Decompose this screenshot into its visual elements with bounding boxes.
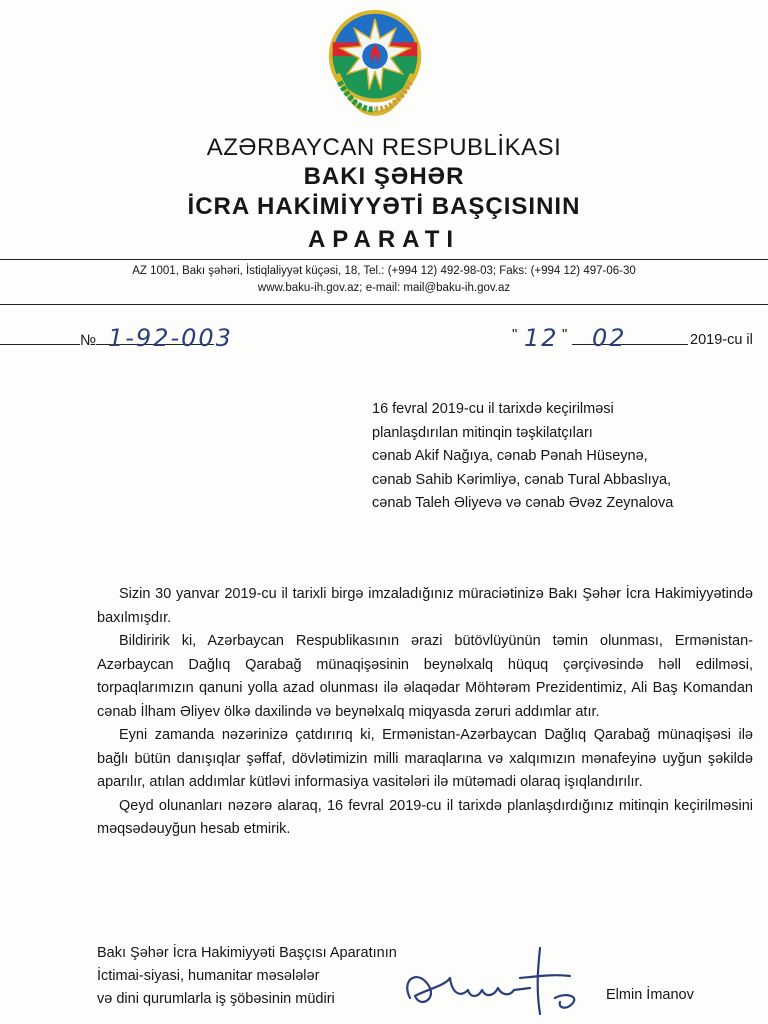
paragraph: Bildiririk ki, Azərbaycan Respublikasının ərazi bütövlüyünün təmin olunması, Ermənistan-Azərbaycan Dağlıq Qarabağ münaqişəsinin beynəlxalq hüquq çərçivəsində həll edilməsi, torpaqlarımızın qanuni yolla azad olunması ilə əlaqədar Möhtərəm Prezidentimiz, Ali Baş Komandan cənab İlham Əliyev ölkə daxilində və beynəlxalq miqyasda zəruri addımlar atır. bbox=[97, 633, 753, 720]
web-email: www.baku-ih.gov.az; e-mail: mail@baku-ih.gov.az bbox=[257, 282, 511, 294]
addressee-line: cənab Sahib Kərimliyə, cənab Tural Abbaslıya, bbox=[372, 471, 672, 488]
header-city: BAKI ŞƏHƏR bbox=[303, 163, 465, 190]
contact-block bbox=[0, 263, 768, 297]
paragraph: Qeyd olunanları nəzərə alaraq, 16 fevral 2019-cu il tarixdə planlaşdırdığınız mitinqin keçirilməsini məqsədəuyğun hesab etmirik. bbox=[97, 797, 753, 837]
signatory-title-line: Bakı Şəhər İcra Hakimiyyəti Başçısı Aparatının bbox=[97, 945, 397, 961]
reference-month: 02 bbox=[592, 324, 627, 352]
number-blank-line bbox=[0, 344, 80, 345]
addressee-line: 16 fevral 2019-cu il tarixdə keçirilməsi bbox=[372, 401, 614, 417]
addressee-line: cənab Taleh Əliyevə və cənab Əvəz Zeynalova bbox=[372, 495, 674, 511]
header-rule-bottom bbox=[0, 304, 768, 305]
quote-close: " bbox=[562, 326, 568, 343]
addressee-line: planlaşdırılan mitinqin təşkilatçıları bbox=[372, 424, 593, 441]
postal-address: AZ 1001, Bakı şəhəri, İstiqlaliyyət küçəsi, 18, Tel.: (+994 12) 492-98-03; Faks: (+994 12) 497-06-30 bbox=[132, 265, 636, 277]
paragraph: Sizin 30 yanvar 2019-cu il tarixli birgə imzaladığınız müraciətinizə Bakı Şəhər İcra Hakimiyyətində baxılmışdır. bbox=[97, 586, 753, 626]
signatory-title bbox=[97, 942, 397, 1011]
handwritten-signature bbox=[390, 938, 590, 1018]
reference-line bbox=[0, 322, 768, 358]
addressee-block bbox=[372, 398, 673, 516]
coat-of-arms-icon bbox=[316, 4, 434, 124]
header-authority: İCRA HAKİMİYYƏTİ BAŞÇISININ bbox=[187, 193, 581, 220]
paragraph: Eyni zamanda nəzərinizə çatdırırıq ki, Ermənistan-Azərbaycan Dağlıq Qarabağ münaqişəsi ilə bağlı bütün danışıqlar şəffaf, dövlətimizin milli maraqlarına və xalqımızın mənafeyinə uyğun şəkildə aparılır, atılan addımlar kütləvi informasiya vasitələri ilə mütəmadi olaraq işıqlandırılır. bbox=[97, 727, 753, 790]
reference-year: 2019-cu il bbox=[690, 332, 753, 348]
month-underline bbox=[572, 344, 688, 345]
number-label: № bbox=[80, 332, 97, 349]
header-office: APARATI bbox=[307, 226, 461, 253]
signatory-title-line: İctimai-siyasi, humanitar məsələlər bbox=[97, 968, 320, 984]
reference-day: 12 bbox=[524, 324, 559, 352]
header-country: AZƏRBAYCAN RESPUBLİKASI bbox=[206, 134, 562, 161]
letter-body bbox=[97, 583, 753, 842]
header-rule-top bbox=[0, 259, 768, 260]
signatory-name: Elmin İmanov bbox=[606, 987, 694, 1003]
quote-open: " bbox=[512, 326, 518, 343]
signatory-title-line: və dini qurumlarla iş şöbəsinin müdiri bbox=[97, 991, 335, 1007]
addressee-line: cənab Akif Nağıya, cənab Pənah Hüseynə, bbox=[372, 448, 648, 464]
reference-number: 1-92-003 bbox=[108, 324, 233, 352]
